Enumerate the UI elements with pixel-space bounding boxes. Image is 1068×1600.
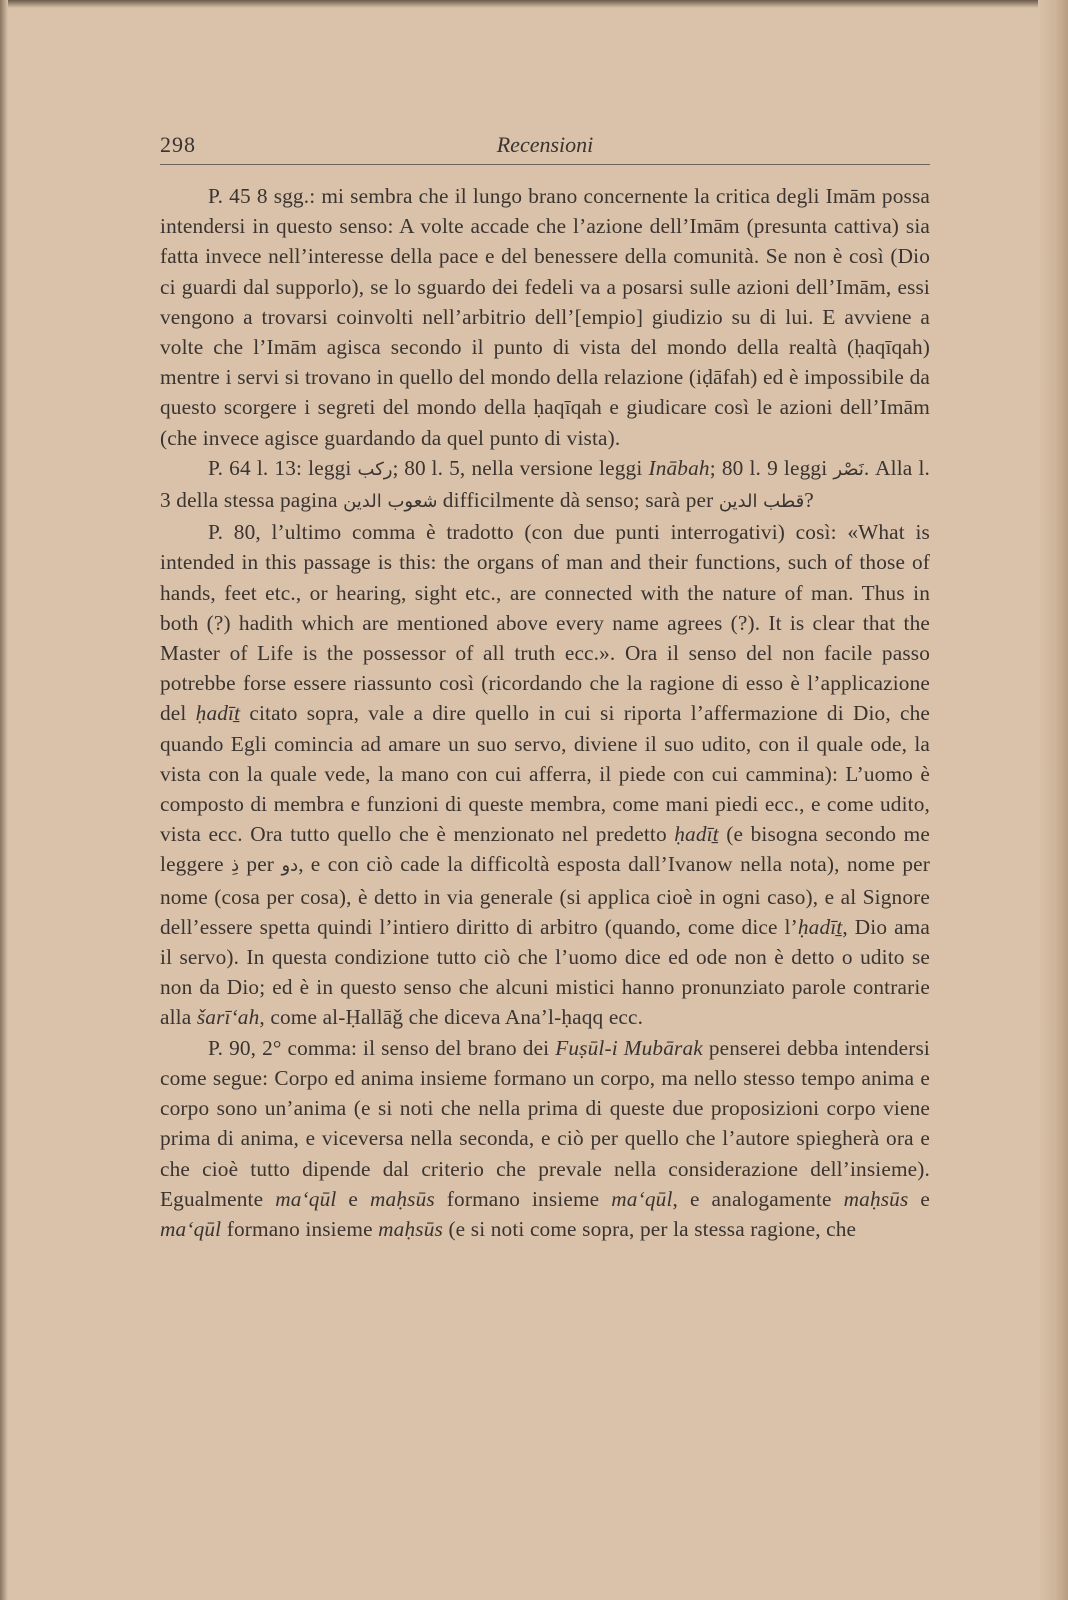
p2-arabic-4: قطب الدين — [718, 491, 805, 513]
p4-italic-4: ma‘qūl — [611, 1186, 673, 1211]
p4-text-7: formano insieme — [221, 1216, 379, 1241]
paragraph-2 — [160, 453, 930, 517]
p4-text-4: formano insieme — [434, 1186, 612, 1211]
paragraph-1: P. 45 8 sgg.: mi sembra che il lungo brano concernente la critica degli Imām possa intendersi in questo senso: A volte accade che l’azione dell’Imām (presunta cattiva) sia fatta invece nell’interesse della pace e del benessere della comunità. Se non è così (Dio ci guardi dal supporlo), se lo sguardo dei fedeli va a posarsi sulle azioni dell’Imām, essi vengono a trovarsi coinvolti nell’arbitrio dell’[empio] giudizio su di lui. E avviene a volte che l’Imām agisca secondo il punto di vista del mondo della realtà (ḥaqīqah) mentre i servi si trovano in quello del mondo della relazione (iḍāfah) ed è impossibile da questo scorgere i segreti del mondo della ḥaqīqah e giudicare così le azioni dell’Imām (che invece agisce guardando da quel punto di vista). — [160, 184, 930, 450]
p3-text-1: P. 80, l’ultimo comma è tradotto (con due punti interrogativi) così: «What is intended in this passage is this: the organs of man and their functions, such of those of hands, feet etc., or hearing, sight etc., are connected with the nature of man. Thus in both (?) hadith which are mentioned above every name agrees (?). It is clear that the Master of Life is the possessor of all truth ecc.». Ora il senso del non facile passo potrebbe forse essere riassunto così (ricordando che la ragione di esso è l’applicazione del — [160, 520, 930, 726]
p3-text-2: citato sopra, vale a dire quello in cui si riporta l’affermazione di Dio, che quando Egli comincia ad amare un suo servo, diviene il suo udito, con il quale ode, la vista con la quale vede, la mano con cui afferra, il piede con cui cammina): L’uomo è composto di membra e funzioni di queste membra, come mani piedi ecc., e come udito, vista ecc. Ora tutto quello che è menzionato nel predetto — [160, 701, 930, 847]
p2-text-2: ; 80 l. 5, nella versione leggi — [392, 455, 649, 480]
p4-italic-6: ma‘qūl — [160, 1216, 222, 1241]
p3-text-5: , e con ciò cade la difficoltà esposta dall’Ivanow nella nota), nome per nome (cosa per cosa), è detto in via generale (si applica cioè in ogni caso), e al Signore dell’essere spetta quindi l’intiero diritto di arbitro (quando, come dice l’ — [160, 852, 930, 939]
p3-italic-4: šarī‘ah — [196, 1005, 260, 1030]
p3-text-7: , come al-Ḥallāǧ che diceva Ana’l-ḥaqq ecc. — [259, 1005, 644, 1030]
page-top-edge — [0, 0, 1068, 8]
p3-text-3: (e bisogna secondo me leggere — [160, 822, 930, 877]
p2-text-5: difficilmente dà senso; sarà per — [437, 488, 719, 513]
p3-italic-1: ḥadīṯ — [195, 701, 241, 726]
p3-text-4: per — [239, 852, 282, 877]
p4-text-3: e — [336, 1186, 371, 1211]
p2-arabic-3: شعوب الدين — [343, 491, 438, 513]
p4-italic-3: maḥsūs — [370, 1186, 435, 1211]
p3-arabic-1: ذِ — [231, 855, 240, 877]
running-head — [160, 128, 930, 165]
page-binding-edge — [0, 0, 8, 1600]
p4-text-6: e — [908, 1186, 931, 1211]
book-page — [160, 128, 930, 1244]
running-title: Recensioni — [496, 132, 594, 157]
p4-italic-7: maḥsūs — [378, 1216, 443, 1241]
p2-text-4: . Alla l. 3 della stessa pagina — [160, 455, 930, 513]
p3-text-6: , Dio ama il servo). In questa condizione tutto ciò che l’uomo dice ed ode non è detto o udito se non da Dio; ed è in questo senso che alcuni mistici hanno pronunziato parole contrarie alla — [160, 914, 930, 1030]
p3-italic-3: ḥadīṯ — [797, 914, 843, 939]
p4-italic-1: Fuṣūl-i Mubārak — [555, 1035, 703, 1060]
page-number: 298 — [160, 132, 196, 157]
p3-arabic-2: دو — [281, 855, 299, 877]
p2-text-6: ? — [804, 488, 814, 513]
p2-arabic-2: نَصْر — [833, 458, 864, 480]
p2-text-1: P. 64 l. 13: leggi — [208, 455, 358, 480]
paragraph-4 — [160, 1033, 930, 1244]
p2-arabic-1: ركب — [357, 458, 393, 480]
p2-text-3: ; 80 l. 9 leggi — [709, 455, 834, 480]
p4-text-5: , e analogamente — [672, 1186, 844, 1211]
p4-text-1: P. 90, 2° comma: il senso del brano dei — [208, 1035, 556, 1060]
p2-italic-1: Inābah — [648, 455, 710, 480]
p4-italic-5: maḥsūs — [843, 1186, 909, 1211]
paragraph-3 — [160, 517, 930, 1032]
p3-italic-2: ḥadīṯ — [674, 822, 719, 847]
p4-italic-2: ma‘qūl — [275, 1186, 337, 1211]
page-fore-edge — [1038, 0, 1068, 1600]
p4-text-8: (e si noti come sopra, per la stessa ragione, che — [442, 1216, 857, 1241]
p4-text-2: penserei debba intendersi come segue: Corpo ed anima insieme formano un corpo, ma nello stesso tempo anima e corpo sono un’anima (e si noti che nella prima di queste due proposizioni corpo viene prima di anima, e viceversa nella seconda, e ciò per quello che l’autore spiegherà ora e che cioè tutto dipende dal criterio che prevale nella considerazione dell’insieme). Egualmente — [160, 1035, 930, 1211]
body-text — [160, 181, 930, 1244]
